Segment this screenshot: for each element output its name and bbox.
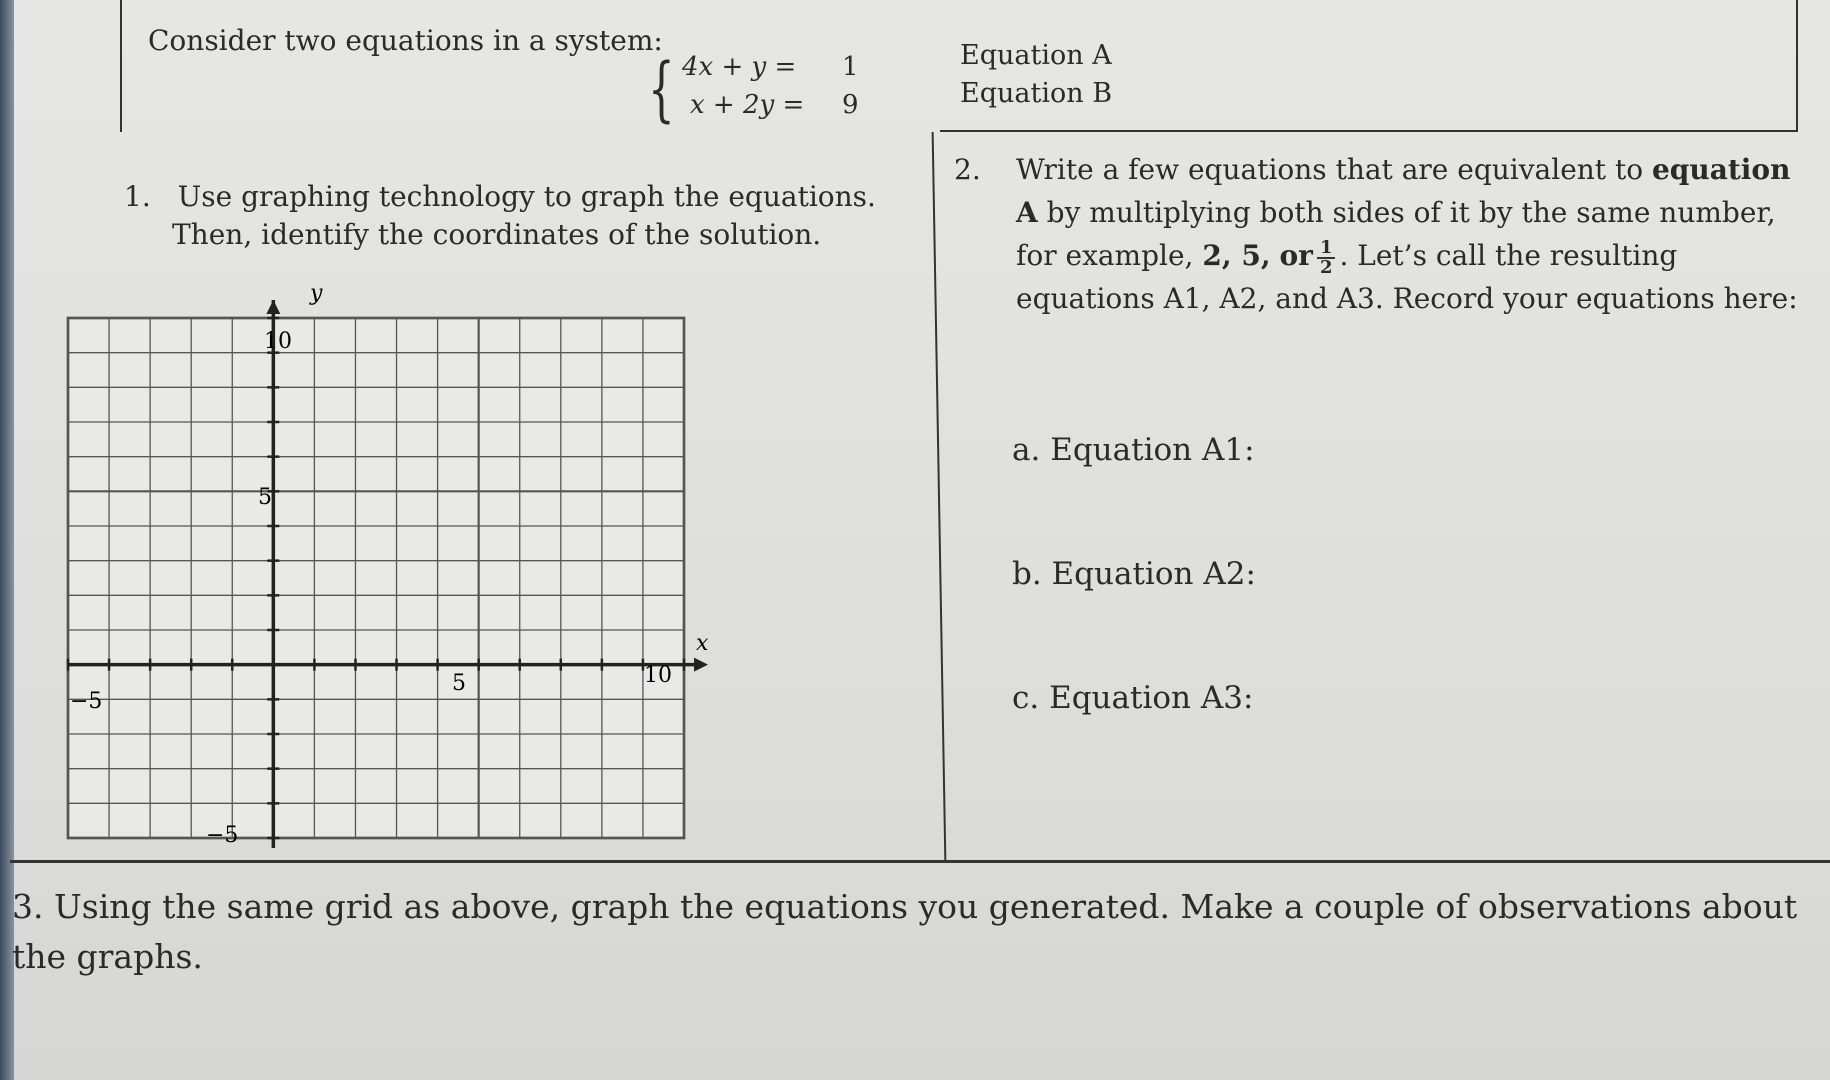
equation-a-label: Equation A <box>960 40 1112 71</box>
question2-text-before: Write a few equations that are equivalent to <box>1016 153 1644 186</box>
question2 <box>956 148 1806 320</box>
tick-label-x-neg5: −5 <box>70 689 103 714</box>
equation-a1-label: a. Equation A1: <box>1012 432 1255 468</box>
intro-text: Consider two equations in a system: <box>148 24 663 57</box>
equation-a3-label: c. Equation A3: <box>1012 680 1254 716</box>
question2-text-rest: . Let’s call the resulting equations A1, A2, and A3. Record your equations here: <box>1016 239 1798 315</box>
equation-a2-label: b. Equation A2: <box>1012 556 1256 592</box>
equation-a-lhs: 4x + y = <box>682 52 797 82</box>
question1-line2: Then, identify the coordinates of the solution. <box>172 218 822 251</box>
y-axis-label: y <box>310 281 323 306</box>
system-brace: { <box>648 48 675 130</box>
x-axis-arrow <box>694 658 708 672</box>
equation-b-label: Equation B <box>960 78 1113 109</box>
x-axis-label: x <box>696 631 709 656</box>
question2-example-values: 2, 5, <box>1202 239 1271 272</box>
equation-a-rhs: 1 <box>842 52 859 82</box>
question2-bold: equation A <box>1016 153 1791 229</box>
question2-example-prefix: for example, <box>1016 239 1194 272</box>
tick-label-y-neg5: −5 <box>206 823 239 848</box>
question1-line1: Use graphing technology to graph the equations. <box>177 180 876 213</box>
question2-or: or <box>1279 239 1313 272</box>
equation-b-lhs: x + 2y = <box>690 90 805 120</box>
question2-number: 2. <box>954 153 981 186</box>
tick-label-x-5: 5 <box>452 671 466 696</box>
question3: 3. Using the same grid as above, graph the equations you generated. Make a couple of observations about the graphs. <box>12 887 1798 976</box>
tick-label-x-10: 10 <box>644 663 672 688</box>
fraction-one-half: $\frac{1}{2}$ <box>1317 239 1336 277</box>
tick-label-y-5: 5 <box>258 485 272 510</box>
graph-border <box>68 318 684 838</box>
question1-number: 1. <box>124 180 151 213</box>
graph-grid <box>68 318 684 838</box>
tick-label-y-10: 10 <box>264 329 292 354</box>
equation-b-rhs: 9 <box>842 90 859 120</box>
y-axis-arrow <box>266 300 280 314</box>
question2-text-after: by multiplying both sides of it by the same number, <box>1046 196 1776 229</box>
